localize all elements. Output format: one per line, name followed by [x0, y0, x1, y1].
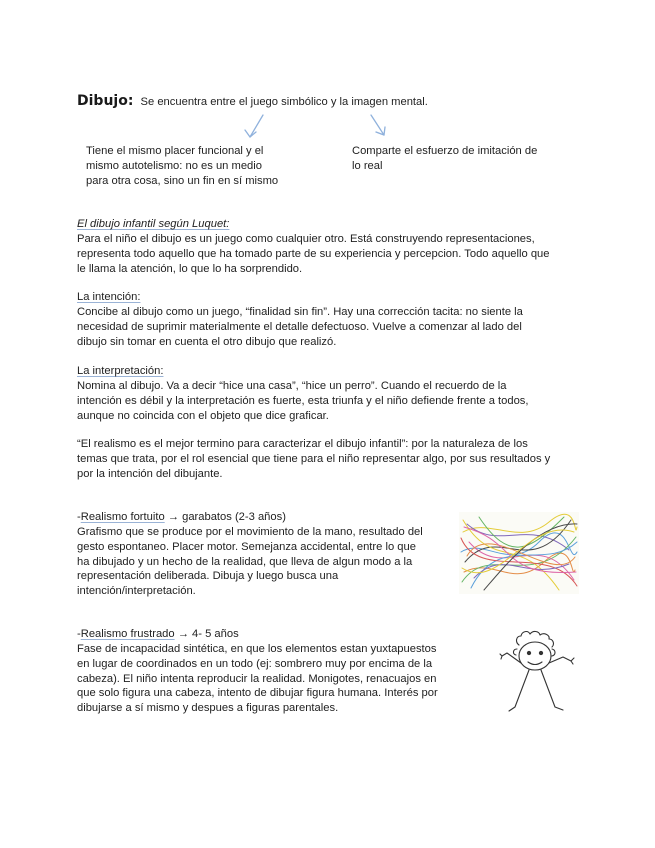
head-icon — [519, 642, 551, 670]
section-frustrado — [77, 627, 467, 716]
paragraph-line: gesto espontaneo. Placer motor. Semejanza accidental, entre lo que — [77, 540, 416, 553]
tadpole-figure-drawing — [497, 625, 577, 720]
branch-right-line: Comparte el esfuerzo de imitación de — [352, 145, 538, 157]
paragraph-line: intención/interpretación. — [77, 585, 196, 598]
mouth-icon — [528, 662, 542, 665]
section-fortuito — [77, 510, 447, 599]
section-interpretacion — [77, 364, 597, 423]
heading-prefix: - — [77, 628, 81, 640]
branch-left-line: Tiene el mismo placer funcional y el — [86, 145, 264, 157]
section-heading: El dibujo infantil según Luquet: — [77, 218, 230, 230]
paragraph-line: cabeza). El niño intenta reproducir la realidad. Monigotes, renacuajos en — [77, 672, 437, 685]
heading-prefix: - — [77, 511, 81, 523]
heading-suffix: → garabatos (2-3 años) — [164, 511, 286, 523]
paragraph-line: en lugar de coordinados en un todo (ej: sombrero muy por encima de la — [77, 657, 433, 670]
heading-suffix: → 4- 5 años — [174, 628, 239, 640]
paragraph-line: dibujo sin tomar en cuenta el otro dibujo que realizó. — [77, 335, 337, 348]
paragraph-line: Grafismo que se produce por el movimiento de la mano, resultado del — [77, 526, 423, 538]
branch-left-line: mismo autotelismo: no es un medio — [86, 160, 262, 172]
branch-right-line: lo real — [352, 160, 383, 172]
paragraph-line: representación deliberada. Dibuja y luego busca una — [77, 570, 339, 583]
arrow-right-head-icon — [376, 127, 385, 135]
section-heading: La interpretación: — [77, 365, 164, 377]
paragraph-line: necesidad de suprimir materialmente el detalle defectuoso. Vuelve a comenzar al lado del — [77, 320, 522, 333]
arrow-left-head-icon — [245, 130, 256, 137]
section-heading — [77, 627, 467, 642]
leg-left-icon — [509, 670, 529, 711]
paragraph-line: Concibe al dibujo como un juego, “finalidad sin fin”. Hay una corrección tacita: no siente la — [77, 306, 523, 318]
branch-left — [86, 144, 278, 189]
branch-left-line: para otra cosa, sino un fin en sí mismo — [86, 175, 279, 187]
paragraph-line: que solo figura una cabeza, intento de dibujar figura humana. Interés por — [77, 687, 438, 700]
paragraph-line: “El realismo es el mejor termino para caracterizar el dibujo infantil”: por la naturaleza de los — [77, 438, 528, 450]
section-intencion — [77, 290, 597, 349]
paragraph-line: le llama la atención, lo que lo ha sorprendido. — [77, 262, 303, 275]
paragraph-line: temas que trata, por el rol esencial que tiene para el niño representar algo, por sus resultados y — [77, 452, 551, 465]
paragraph-line: Para el niño el dibujo es un juego como cualquier otro. Está construyendo representaciones, — [77, 233, 535, 245]
section-heading: La intención: — [77, 291, 141, 303]
branch-arrows — [240, 113, 400, 143]
paragraph-line: Fase de incapacidad sintética, en que los elementos estan yuxtapuestos — [77, 643, 437, 655]
branch-right — [352, 144, 537, 174]
heading-link: Realismo fortuito — [80, 511, 165, 523]
title-rest: Se encuentra entre el juego simbólico y la imagen mental. — [140, 96, 428, 108]
heading-link: Realismo frustrado — [80, 628, 175, 640]
scribble-drawing — [459, 512, 579, 594]
paragraph-line: por la intención del dibujante. — [77, 467, 223, 480]
paragraph-line: representa todo aquello que ha tomado parte de su experiencia y percepcion. Todo aquello que — [77, 247, 550, 260]
hair-icon — [517, 631, 554, 647]
paragraph-line: ha dibujado y un hecho de la realidad, que lleva de algun modo a la — [77, 555, 413, 568]
paragraph-line: aunque no coincida con el objeto que dice graficar. — [77, 409, 329, 422]
page-title — [77, 93, 428, 109]
paragraph-line: intención es débil y la interpretación es fuerte, esta triunfa y el niño defiende frente a todos, — [77, 394, 529, 407]
section-realismo-quote — [77, 437, 607, 481]
arrow-left-icon — [250, 115, 263, 137]
arm-right-icon — [549, 657, 571, 663]
section-luquet — [77, 217, 597, 276]
paragraph-line: Nomina al dibujo. Va a decir “hice una casa”, “hice un perro”. Cuando el recuerdo de la — [77, 380, 507, 392]
section-heading — [77, 510, 447, 525]
arm-left-icon — [502, 653, 521, 663]
paragraph-line: dibujarse a sí mismo y despues a figuras parentales. — [77, 702, 339, 715]
title-word: Dibujo: — [77, 93, 134, 109]
leg-right-icon — [541, 670, 563, 710]
